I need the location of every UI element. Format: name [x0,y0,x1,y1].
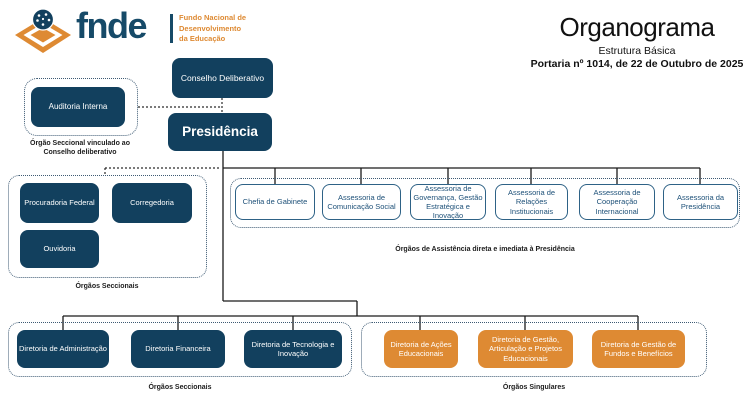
org-box-diretoria-administracao: Diretoria de Administração [17,330,109,368]
caption-orgaos-seccionais-bottom: Órgãos Seccionais [148,384,212,391]
org-box-assessoria-relacoes-institucionais: Assessoria de Relações Institucionais [495,184,568,220]
org-box-diretoria-gestao-articulacao: Diretoria de Gestão, Articulação e Projetos Educacionais [478,330,573,368]
org-box-presidencia: Presidência [168,113,272,151]
fnde-logo-icon [12,6,74,56]
org-box-diretoria-financeira: Diretoria Financeira [131,330,225,368]
org-box-chefia-de-gabinete: Chefia de Gabinete [235,184,315,220]
caption-assistencia: Órgãos de Assistência direta e imediata à Presidência [395,246,575,253]
ordinance-line: Portaria nº 1014, de 22 de Outubro de 2025 [530,57,744,70]
org-box-procuradoria-federal: Procuradoria Federal [20,183,99,223]
caption-auditoria: Órgão Seccional vinculado ao Conselho deliberativo [30,140,130,156]
logo-divider [170,14,173,43]
org-box-auditoria-interna: Auditoria Interna [31,87,125,127]
org-box-corregedoria: Corregedoria [112,183,192,223]
org-box-assessoria-da-presidencia: Assessoria da Presidência [663,184,738,220]
org-box-assessoria-comunicacao-social: Assessoria de Comunicação Social [322,184,401,220]
page-subtitle: Estrutura Básica [598,44,676,57]
org-box-diretoria-tecnologia-inovacao: Diretoria de Tecnologia e Inovação [244,330,342,368]
fnde-logo-name [179,13,246,45]
caption-orgaos-seccionais-top: Órgãos Seccionais [75,283,139,290]
logo-name-line: Fundo Nacional de [179,13,247,22]
logo-name-line: da Educação [179,34,226,43]
org-box-diretoria-acoes-educacionais: Diretoria de Ações Educacionais [384,330,458,368]
org-box-conselho-deliberativo: Conselho Deliberativo [172,58,273,98]
title-block [528,13,746,70]
caption-orgaos-singulares: Órgãos Singulares [502,384,566,391]
org-box-diretoria-gestao-fundos: Diretoria de Gestão de Fundos e Benefícios [592,330,685,368]
fnde-wordmark: fnde [76,5,146,46]
org-box-assessoria-governanca: Assessoria de Governança, Gestão Estratégica e Inovação [410,184,486,220]
org-box-assessoria-cooperacao-internacional: Assessoria de Cooperação Internacional [579,184,655,220]
org-box-ouvidoria: Ouvidoria [20,230,99,268]
logo-name-line: Desenvolvimento [179,23,242,33]
page-title: Organograma [559,12,715,42]
